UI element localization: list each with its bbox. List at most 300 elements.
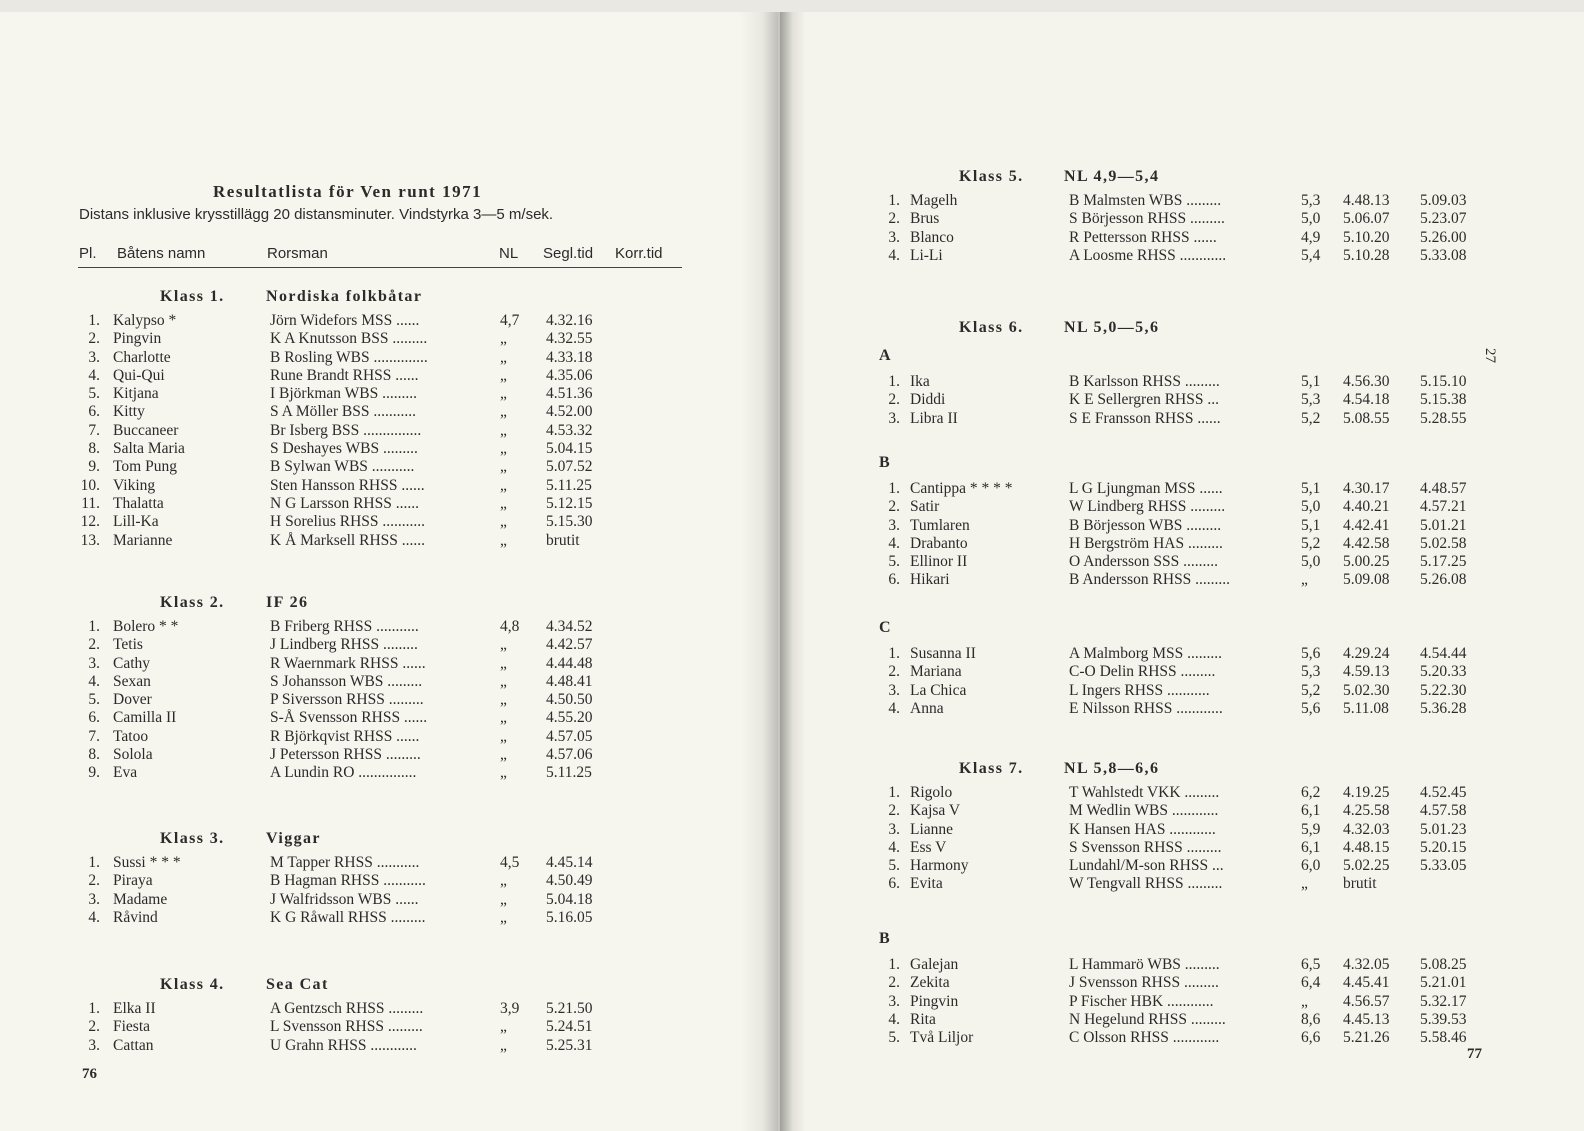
nl-rating: „ bbox=[500, 366, 507, 384]
placing: 5. bbox=[888, 553, 900, 571]
klass-description: IF 26 bbox=[266, 594, 309, 611]
boat-name: Tom Pung bbox=[113, 458, 177, 476]
boat-name: Rigolo bbox=[910, 784, 953, 801]
placing: 5. bbox=[88, 385, 100, 403]
placing: 4. bbox=[88, 366, 100, 384]
col-header-pl: Pl. bbox=[79, 245, 97, 262]
nl-rating: „ bbox=[1301, 875, 1308, 893]
nl-rating: „ bbox=[500, 458, 507, 476]
klass-description: Sea Cat bbox=[266, 976, 329, 993]
result-row bbox=[0, 367, 740, 385]
corrected-time: 5.21.01 bbox=[1420, 974, 1467, 992]
boat-name: Camilla II bbox=[113, 709, 177, 727]
result-row bbox=[780, 956, 1580, 974]
left-page bbox=[0, 12, 778, 1131]
skipper-club: P Siversson RHSS ......... bbox=[270, 691, 424, 709]
result-row bbox=[0, 513, 740, 531]
placing: 3. bbox=[888, 681, 900, 699]
boat-name: Lianne bbox=[910, 820, 954, 838]
placing: 1. bbox=[88, 1000, 100, 1017]
boat-name: Råvind bbox=[113, 908, 158, 926]
nl-rating: 6,2 bbox=[1301, 784, 1321, 801]
boat-name: Li-Li bbox=[910, 246, 943, 264]
placing: 6. bbox=[88, 709, 100, 727]
result-row bbox=[780, 821, 1580, 839]
sailing-time: 4.53.32 bbox=[546, 421, 593, 439]
nl-rating: „ bbox=[1301, 992, 1308, 1010]
boat-name: Libra II bbox=[910, 409, 958, 427]
placing: 1. bbox=[88, 312, 100, 329]
nl-rating: 6,0 bbox=[1301, 857, 1321, 875]
placing: 2. bbox=[888, 974, 900, 992]
corrected-time: 4.52.45 bbox=[1420, 784, 1467, 801]
nl-rating: „ bbox=[500, 764, 507, 782]
klass-label: Klass 7. bbox=[959, 760, 1024, 777]
result-row bbox=[780, 498, 1580, 516]
result-row bbox=[0, 385, 740, 403]
boat-name: Anna bbox=[910, 699, 944, 717]
boat-name: Tumlaren bbox=[910, 516, 970, 534]
skipper-club: B Rosling WBS .............. bbox=[270, 348, 428, 366]
result-row bbox=[780, 229, 1580, 247]
result-row bbox=[780, 1029, 1580, 1047]
skipper-club: S Börjesson RHSS ......... bbox=[1069, 210, 1225, 228]
boat-name: Cantippa * * * * bbox=[910, 480, 1013, 497]
placing: 1. bbox=[888, 956, 900, 973]
result-row bbox=[0, 891, 740, 909]
boat-name: Pingvin bbox=[910, 992, 959, 1010]
nl-rating: „ bbox=[500, 636, 507, 654]
placing: 1. bbox=[888, 192, 900, 209]
skipper-club: L Hammarö WBS ......... bbox=[1069, 956, 1220, 973]
boat-name: Qui-Qui bbox=[113, 366, 165, 384]
placing: 3. bbox=[88, 654, 100, 672]
boat-name: Thalatta bbox=[113, 494, 164, 512]
result-row bbox=[780, 247, 1580, 265]
subgroup-letter: B bbox=[879, 930, 890, 947]
skipper-club: R Pettersson RHSS ...... bbox=[1069, 228, 1217, 246]
skipper-club: E Nilsson RHSS ............ bbox=[1069, 699, 1223, 717]
nl-rating: 4,7 bbox=[500, 312, 520, 329]
result-row bbox=[0, 349, 740, 367]
subgroup-label bbox=[780, 926, 1580, 956]
boat-name: Kitty bbox=[113, 403, 145, 421]
skipper-club: Sten Hansson RHSS ...... bbox=[270, 476, 425, 494]
klass-label: Klass 4. bbox=[160, 976, 225, 993]
nl-rating: 5,6 bbox=[1301, 699, 1321, 717]
page-number-left: 76 bbox=[82, 1066, 97, 1082]
boat-name: Zekita bbox=[910, 974, 950, 992]
result-row bbox=[0, 403, 740, 421]
skipper-club: O Andersson SSS ......... bbox=[1069, 553, 1218, 571]
boat-name: Piraya bbox=[113, 872, 153, 890]
boat-name: Brus bbox=[910, 210, 940, 228]
nl-rating: „ bbox=[1301, 571, 1308, 589]
subgroup-letter: B bbox=[879, 454, 890, 471]
result-row bbox=[780, 784, 1580, 802]
placing: 2. bbox=[888, 391, 900, 409]
sailing-time: 5.10.20 bbox=[1343, 228, 1390, 246]
result-row bbox=[0, 458, 740, 476]
klass-heading bbox=[0, 830, 740, 854]
skipper-club: H Bergström HAS ......... bbox=[1069, 534, 1223, 552]
class-subgroup bbox=[780, 926, 1580, 1047]
nl-rating: 4,8 bbox=[500, 618, 520, 635]
nl-rating: „ bbox=[500, 727, 507, 745]
nl-rating: „ bbox=[500, 330, 507, 348]
boat-name: La Chica bbox=[910, 681, 967, 699]
corrected-time: 5.15.38 bbox=[1420, 391, 1467, 409]
skipper-club: K G Råwall RHSS ......... bbox=[270, 908, 426, 926]
skipper-club: L Svensson RHSS ......... bbox=[270, 1018, 423, 1036]
placing: 6. bbox=[88, 403, 100, 421]
nl-rating: „ bbox=[500, 872, 507, 890]
subgroup-label bbox=[780, 450, 1580, 480]
placing: 2. bbox=[888, 498, 900, 516]
nl-rating: 8,6 bbox=[1301, 1010, 1321, 1028]
skipper-club: A Loosme RHSS ............ bbox=[1069, 246, 1227, 264]
sailing-time: 4.42.57 bbox=[546, 636, 593, 654]
result-row bbox=[780, 663, 1580, 681]
sailing-time: 4.59.13 bbox=[1343, 663, 1390, 681]
placing: 3. bbox=[888, 820, 900, 838]
result-row bbox=[780, 410, 1580, 428]
nl-rating: 5,9 bbox=[1301, 820, 1321, 838]
skipper-club: L G Ljungman MSS ...... bbox=[1069, 480, 1223, 497]
placing: 4. bbox=[888, 534, 900, 552]
nl-rating: „ bbox=[500, 348, 507, 366]
sailing-time: 4.54.18 bbox=[1343, 391, 1390, 409]
nl-rating: 5,0 bbox=[1301, 553, 1321, 571]
sailing-time: 4.51.36 bbox=[546, 385, 593, 403]
sailing-time: 5.06.07 bbox=[1343, 210, 1390, 228]
placing: 2. bbox=[888, 210, 900, 228]
sailing-time: 4.48.41 bbox=[546, 672, 593, 690]
result-row bbox=[0, 709, 740, 727]
placing: 13. bbox=[80, 531, 100, 549]
corrected-time: 4.48.57 bbox=[1420, 480, 1467, 497]
class-subgroup bbox=[780, 450, 1580, 590]
placing: 2. bbox=[88, 636, 100, 654]
result-row bbox=[780, 682, 1580, 700]
skipper-club: K E Sellergren RHSS ... bbox=[1069, 391, 1219, 409]
sailing-time: 4.32.55 bbox=[546, 330, 593, 348]
boat-name: Hikari bbox=[910, 571, 950, 589]
sailing-time: 4.25.58 bbox=[1343, 802, 1390, 820]
corrected-time: 5.28.55 bbox=[1420, 409, 1467, 427]
sailing-time: 4.48.13 bbox=[1343, 192, 1390, 209]
result-row bbox=[780, 192, 1580, 210]
skipper-club: J Lindberg RHSS ......... bbox=[270, 636, 418, 654]
nl-rating: 5,1 bbox=[1301, 480, 1321, 497]
nl-rating: „ bbox=[500, 1036, 507, 1054]
corrected-time: 5.22.30 bbox=[1420, 681, 1467, 699]
result-row bbox=[780, 700, 1580, 718]
sailing-time: 5.25.31 bbox=[546, 1036, 593, 1054]
col-header-name: Båtens namn bbox=[117, 245, 206, 262]
nl-rating: 5,0 bbox=[1301, 210, 1321, 228]
nl-rating: „ bbox=[500, 746, 507, 764]
class-subgroup bbox=[780, 343, 1580, 428]
left-gutter-shadow bbox=[740, 12, 778, 1131]
skipper-club: L Ingers RHSS ........... bbox=[1069, 681, 1210, 699]
klass-label: Klass 5. bbox=[959, 168, 1024, 185]
result-row bbox=[0, 495, 740, 513]
sailing-time: 4.57.06 bbox=[546, 746, 593, 764]
results-subtitle: Distans inklusive krysstillägg 20 distansminuter. Vindstyrka 3—5 m/sek. bbox=[79, 206, 554, 223]
sailing-time: 4.48.15 bbox=[1343, 838, 1390, 856]
scan-top-edge bbox=[0, 0, 1584, 12]
sailing-time: 4.29.24 bbox=[1343, 645, 1390, 662]
boat-name: Madame bbox=[113, 890, 168, 908]
boat-name: Satir bbox=[910, 498, 940, 516]
placing: 3. bbox=[888, 409, 900, 427]
placing: 12. bbox=[80, 513, 100, 531]
nl-rating: 4,5 bbox=[500, 854, 520, 871]
result-row bbox=[0, 330, 740, 348]
sailing-time: 4.42.58 bbox=[1343, 534, 1390, 552]
corrected-time: 5.39.53 bbox=[1420, 1010, 1467, 1028]
result-row bbox=[780, 1011, 1580, 1029]
sailing-time: 5.11.25 bbox=[546, 476, 592, 494]
corrected-time: 5.20.15 bbox=[1420, 838, 1467, 856]
sailing-time: 4.34.52 bbox=[546, 618, 593, 635]
nl-rating: 5,2 bbox=[1301, 681, 1321, 699]
sailing-time: 4.40.21 bbox=[1343, 498, 1390, 516]
boat-name: Kalypso * bbox=[113, 312, 177, 329]
result-row bbox=[0, 872, 740, 890]
sailing-time: 5.12.15 bbox=[546, 494, 593, 512]
sailing-time: 4.56.30 bbox=[1343, 373, 1390, 390]
boat-name: Sexan bbox=[113, 672, 151, 690]
placing: 2. bbox=[888, 663, 900, 681]
placing: 10. bbox=[80, 476, 100, 494]
subgroup-label bbox=[780, 343, 1580, 373]
sailing-time: 5.09.08 bbox=[1343, 571, 1390, 589]
klass-section bbox=[0, 288, 740, 550]
corrected-time: 5.08.25 bbox=[1420, 956, 1467, 973]
result-row bbox=[0, 746, 740, 764]
result-row bbox=[780, 373, 1580, 391]
sailing-time: 4.32.05 bbox=[1343, 956, 1390, 973]
result-row bbox=[0, 673, 740, 691]
boat-name: Viking bbox=[113, 476, 156, 494]
result-row bbox=[780, 571, 1580, 589]
boat-name: Rita bbox=[910, 1010, 936, 1028]
sailing-time: 5.04.18 bbox=[546, 890, 593, 908]
skipper-club: C-O Delin RHSS ......... bbox=[1069, 663, 1216, 681]
skipper-club: Br Isberg BSS ............... bbox=[270, 421, 422, 439]
result-row bbox=[0, 691, 740, 709]
skipper-club: K Hansen HAS ............ bbox=[1069, 820, 1216, 838]
klass-section bbox=[0, 976, 740, 1055]
boat-name: Blanco bbox=[910, 228, 954, 246]
result-row bbox=[0, 422, 740, 440]
corrected-time: 5.32.17 bbox=[1420, 992, 1467, 1010]
placing: 4. bbox=[88, 672, 100, 690]
klass-heading bbox=[780, 168, 1580, 192]
sailing-time: 5.02.25 bbox=[1343, 857, 1390, 875]
result-row bbox=[0, 655, 740, 673]
nl-rating: „ bbox=[500, 654, 507, 672]
sailing-time: 4.50.50 bbox=[546, 691, 593, 709]
result-row bbox=[780, 993, 1580, 1011]
results-title: Resultatlista för Ven runt 1971 bbox=[213, 182, 483, 201]
result-row bbox=[0, 636, 740, 654]
skipper-club: H Sorelius RHSS ........... bbox=[270, 513, 426, 531]
sailing-time: 4.45.41 bbox=[1343, 974, 1390, 992]
result-row bbox=[780, 802, 1580, 820]
col-header-skipper: Rorsman bbox=[267, 245, 328, 262]
nl-rating: 5,1 bbox=[1301, 516, 1321, 534]
boat-name: Buccaneer bbox=[113, 421, 179, 439]
boat-name: Ika bbox=[910, 373, 930, 390]
boat-name: Harmony bbox=[910, 857, 969, 875]
sailing-time: 4.50.49 bbox=[546, 872, 593, 890]
sailing-time: 4.32.16 bbox=[546, 312, 593, 329]
sailing-time: 5.15.30 bbox=[546, 513, 593, 531]
col-header-segl: Segl.tid bbox=[543, 245, 594, 262]
nl-rating: 5,1 bbox=[1301, 373, 1321, 390]
boat-name: Drabanto bbox=[910, 534, 968, 552]
sailing-time: 4.42.41 bbox=[1343, 516, 1390, 534]
skipper-club: J Petersson RHSS ......... bbox=[270, 746, 421, 764]
result-row bbox=[0, 477, 740, 495]
placing: 3. bbox=[888, 516, 900, 534]
nl-rating: „ bbox=[500, 385, 507, 403]
sailing-time: 5.24.51 bbox=[546, 1018, 593, 1036]
placing: 5. bbox=[888, 1029, 900, 1047]
skipper-club: S Svensson RHSS ......... bbox=[1069, 838, 1222, 856]
page-number-right: 77 bbox=[1467, 1046, 1482, 1062]
skipper-club: K A Knutsson BSS ......... bbox=[270, 330, 428, 348]
skipper-club: B Sylwan WBS ........... bbox=[270, 458, 415, 476]
skipper-club: M Tapper RHSS ........... bbox=[270, 854, 420, 871]
klass-description: Nordiska folkbåtar bbox=[266, 288, 423, 305]
klass-description: NL 4,9—5,4 bbox=[1064, 168, 1160, 185]
subgroup-letter: C bbox=[879, 619, 891, 636]
placing: 7. bbox=[88, 421, 100, 439]
placing: 3. bbox=[88, 1036, 100, 1054]
skipper-club: C Olsson RHSS ............ bbox=[1069, 1029, 1220, 1047]
corrected-time: 5.01.23 bbox=[1420, 820, 1467, 838]
boat-name: Ess V bbox=[910, 838, 947, 856]
skipper-club: Jörn Widefors MSS ...... bbox=[270, 312, 420, 329]
skipper-club: K Å Marksell RHSS ...... bbox=[270, 531, 426, 549]
nl-rating: „ bbox=[500, 421, 507, 439]
boat-name: Solola bbox=[113, 746, 153, 764]
nl-rating: „ bbox=[500, 908, 507, 926]
nl-rating: 5,0 bbox=[1301, 498, 1321, 516]
nl-rating: 6,5 bbox=[1301, 956, 1321, 973]
klass-heading bbox=[780, 760, 1580, 784]
placing: 1. bbox=[888, 645, 900, 662]
boat-name: Evita bbox=[910, 875, 943, 893]
result-row bbox=[780, 875, 1580, 893]
sailing-time: 5.07.52 bbox=[546, 458, 593, 476]
placing: 6. bbox=[888, 875, 900, 893]
klass-section bbox=[0, 594, 740, 783]
klass-label: Klass 2. bbox=[160, 594, 225, 611]
boat-name: Galejan bbox=[910, 956, 959, 973]
boat-name: Tetis bbox=[113, 636, 143, 654]
sailing-time: brutit bbox=[1343, 875, 1377, 893]
result-row bbox=[0, 764, 740, 782]
placing: 1. bbox=[88, 618, 100, 635]
nl-rating: 5,4 bbox=[1301, 246, 1321, 264]
skipper-club: B Karlsson RHSS ......... bbox=[1069, 373, 1220, 390]
placing: 2. bbox=[88, 330, 100, 348]
corrected-time: 5.26.00 bbox=[1420, 228, 1467, 246]
sailing-time: 4.45.14 bbox=[546, 854, 593, 871]
skipper-club: N Hegelund RHSS ......... bbox=[1069, 1010, 1226, 1028]
placing: 7. bbox=[88, 727, 100, 745]
sailing-time: 4.52.00 bbox=[546, 403, 593, 421]
skipper-club: W Tengvall RHSS ......... bbox=[1069, 875, 1223, 893]
sailing-time: 5.08.55 bbox=[1343, 409, 1390, 427]
klass-description: NL 5,0—5,6 bbox=[1064, 319, 1160, 336]
nl-rating: 6,4 bbox=[1301, 974, 1321, 992]
skipper-club: T Wahlstedt VKK ......... bbox=[1069, 784, 1220, 801]
boat-name: Fiesta bbox=[113, 1018, 151, 1036]
skipper-club: A Gentzsch RHSS ......... bbox=[270, 1000, 424, 1017]
corrected-time: 4.57.21 bbox=[1420, 498, 1467, 516]
placing: 4. bbox=[888, 246, 900, 264]
skipper-club: B Malmsten WBS ......... bbox=[1069, 192, 1222, 209]
skipper-club: B Friberg RHSS ........... bbox=[270, 618, 419, 635]
nl-rating: 3,9 bbox=[500, 1000, 520, 1017]
nl-rating: 5,3 bbox=[1301, 391, 1321, 409]
klass-heading bbox=[780, 319, 1580, 343]
corrected-time: 5.36.28 bbox=[1420, 699, 1467, 717]
nl-rating: „ bbox=[500, 709, 507, 727]
placing: 2. bbox=[888, 802, 900, 820]
result-row bbox=[0, 728, 740, 746]
nl-rating: 6,6 bbox=[1301, 1029, 1321, 1047]
klass-label: Klass 6. bbox=[959, 319, 1024, 336]
subgroup-letter: A bbox=[879, 347, 891, 364]
klass-section bbox=[780, 760, 1580, 1047]
result-row bbox=[780, 535, 1580, 553]
placing: 11. bbox=[81, 494, 100, 512]
boat-name: Pingvin bbox=[113, 330, 162, 348]
class-subgroup bbox=[780, 615, 1580, 718]
result-row bbox=[0, 1037, 740, 1055]
nl-rating: 4,9 bbox=[1301, 228, 1321, 246]
skipper-club: A Lundin RO ............... bbox=[270, 764, 417, 782]
boat-name: Eva bbox=[113, 764, 138, 782]
skipper-club: Lundahl/M-son RHSS ... bbox=[1069, 857, 1224, 875]
result-row bbox=[780, 391, 1580, 409]
placing: 8. bbox=[88, 440, 100, 458]
boat-name: Mariana bbox=[910, 663, 962, 681]
sailing-time: 5.11.25 bbox=[546, 764, 592, 782]
skipper-club: P Fischer HBK ............ bbox=[1069, 992, 1214, 1010]
side-page-number: 27 bbox=[1482, 348, 1498, 363]
boat-name: Salta Maria bbox=[113, 440, 185, 458]
result-row bbox=[0, 1018, 740, 1036]
sailing-time: 5.00.25 bbox=[1343, 553, 1390, 571]
boat-name: Tatoo bbox=[113, 727, 149, 745]
sailing-time: 4.32.03 bbox=[1343, 820, 1390, 838]
nl-rating: 5,3 bbox=[1301, 663, 1321, 681]
corrected-time: 5.33.05 bbox=[1420, 857, 1467, 875]
skipper-club: J Walfridsson WBS ...... bbox=[270, 890, 419, 908]
klass-heading bbox=[0, 594, 740, 618]
nl-rating: 5,2 bbox=[1301, 534, 1321, 552]
nl-rating: „ bbox=[500, 531, 507, 549]
boat-name: Magelh bbox=[910, 192, 958, 209]
